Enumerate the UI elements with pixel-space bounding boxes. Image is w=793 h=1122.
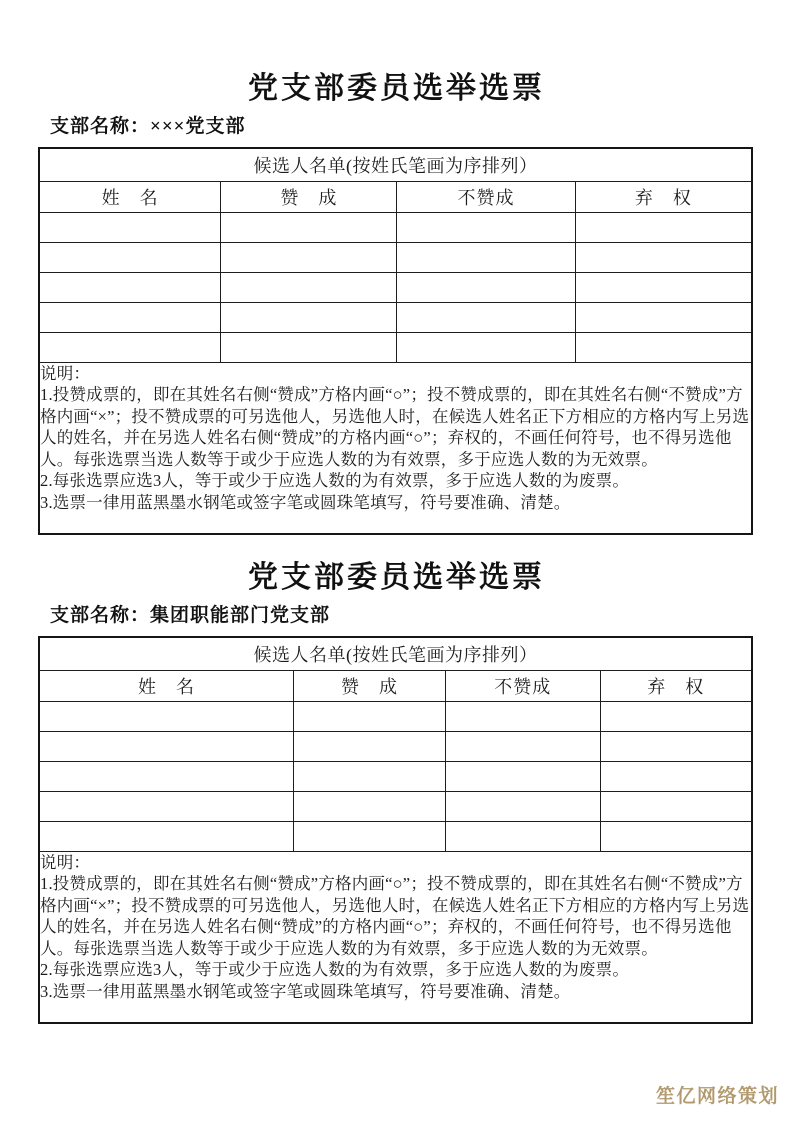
ballot-cell: [397, 242, 575, 272]
ballot-cell: [221, 242, 397, 272]
table-row: [39, 821, 752, 851]
column-header-name: 姓 名: [39, 670, 294, 701]
notes-item-3: 3.选票一律用蓝黑墨水钢笔或签字笔或圆珠笔填写，符号要准确、清楚。: [40, 981, 571, 1001]
ballot-cell: [39, 212, 221, 242]
notes-row: [39, 851, 752, 1023]
notes-cell: [39, 362, 752, 534]
watermark-text: 笙亿网络策划: [655, 1086, 779, 1107]
ballot-cell: [445, 821, 600, 851]
column-header-row: [39, 181, 752, 212]
ballot-cell: [600, 761, 752, 791]
ballot-cell: [39, 701, 294, 731]
column-header-abstain: 弃 权: [600, 670, 752, 701]
ballot-cell: [397, 212, 575, 242]
notes-item-2: 2.每张选票应选3人，等于或少于应选人数的为有效票，多于应选人数的为废票。: [40, 960, 630, 979]
ballot-cell: [221, 332, 397, 362]
ballot-cell: [445, 761, 600, 791]
table-row: [39, 731, 752, 761]
ballot-cell: [39, 761, 294, 791]
ballot-cell: [39, 242, 221, 272]
ballot-title: 党支部委员选举选票: [248, 561, 545, 594]
candidate-table: [38, 636, 753, 1024]
ballot-cell: [221, 272, 397, 302]
table-caption: 候选人名单(按姓氏笔画为序排列）: [39, 148, 752, 181]
ballot-cell: [39, 302, 221, 332]
ballot-cell: [600, 701, 752, 731]
notes-item-3: 3.选票一律用蓝黑墨水钢笔或签字笔或圆珠笔填写，符号要准确、清楚。: [40, 492, 571, 512]
ballot-cell: [445, 701, 600, 731]
column-header-name: 姓 名: [39, 181, 221, 212]
table-row: [39, 791, 752, 821]
ballot-cell: [39, 272, 221, 302]
notes-cell: [39, 851, 752, 1023]
ballot-cell: [600, 821, 752, 851]
ballot-cell: [294, 731, 446, 761]
ballot-cell: [575, 242, 752, 272]
notes-item-1: 1.投赞成票的，即在其姓名右侧“赞成”方格内画“○”；投不赞成票的，即在其姓名右侧“不赞成”方格内画“×”；投不赞成票的可另选他人，另选他人时，在候选人姓名正下方相应的方格内写上另选人的姓名，并在另选人姓名右侧“赞成”的方格内画“○”；弃权的，不画任何符号，也不得另选他人。每张选票当选人数等于或少于应选人数的为有效票，多于应选人数的为无效票。: [40, 874, 750, 958]
ballot-cell: [39, 821, 294, 851]
ballot-cell: [397, 272, 575, 302]
ballot-cell: [294, 761, 446, 791]
ballot-cell: [39, 731, 294, 761]
ballot-cell: [294, 701, 446, 731]
ballot-cell: [575, 332, 752, 362]
column-header-row: [39, 670, 752, 701]
table-row: [39, 302, 752, 332]
ballot-title: 党支部委员选举选票: [248, 72, 545, 105]
ballot-cell: [575, 212, 752, 242]
table-row: [39, 332, 752, 362]
table-row: [39, 242, 752, 272]
column-header-disapprove: 不赞成: [397, 181, 575, 212]
ballot-cell: [600, 791, 752, 821]
ballot-cell: [397, 332, 575, 362]
ballot-cell: [294, 791, 446, 821]
table-row: [39, 701, 752, 731]
ballot-form-2: [0, 561, 793, 1024]
table-row: [39, 761, 752, 791]
table-row: [39, 272, 752, 302]
column-header-abstain: 弃 权: [575, 181, 752, 212]
branch-name-line: 支部名称：×××党支部: [50, 116, 246, 137]
ballot-cell: [294, 821, 446, 851]
table-caption: 候选人名单(按姓氏笔画为序排列）: [39, 637, 752, 670]
column-header-approve: 赞 成: [221, 181, 397, 212]
ballot-cell: [221, 212, 397, 242]
ballot-cell: [575, 272, 752, 302]
notes-item-1: 1.投赞成票的，即在其姓名右侧“赞成”方格内画“○”；投不赞成票的，即在其姓名右侧“不赞成”方格内画“×”；投不赞成票的可另选他人，另选他人时，在候选人姓名正下方相应的方格内写上另选人的姓名，并在另选人姓名右侧“赞成”的方格内画“○”；弃权的，不画任何符号，也不得另选他人。每张选票当选人数等于或少于应选人数的为有效票，多于应选人数的为无效票。: [40, 385, 750, 469]
ballot-cell: [575, 302, 752, 332]
notes-item-2: 2.每张选票应选3人，等于或少于应选人数的为有效票，多于应选人数的为废票。: [40, 471, 630, 490]
column-header-approve: 赞 成: [294, 670, 446, 701]
ballot-cell: [39, 791, 294, 821]
branch-name-line: 支部名称：集团职能部门党支部: [50, 605, 331, 626]
ballot-cell: [221, 302, 397, 332]
table-row: [39, 212, 752, 242]
ballot-cell: [445, 791, 600, 821]
notes-row: [39, 362, 752, 534]
ballot-form-1: [0, 72, 793, 535]
candidate-table: [38, 147, 753, 535]
ballot-cell: [445, 731, 600, 761]
table-caption-row: [39, 148, 752, 181]
ballot-cell: [39, 332, 221, 362]
notes-heading: 说明：: [40, 852, 91, 872]
table-caption-row: [39, 637, 752, 670]
ballot-cell: [600, 731, 752, 761]
ballot-cell: [397, 302, 575, 332]
column-header-disapprove: 不赞成: [445, 670, 600, 701]
notes-heading: 说明：: [40, 363, 91, 383]
